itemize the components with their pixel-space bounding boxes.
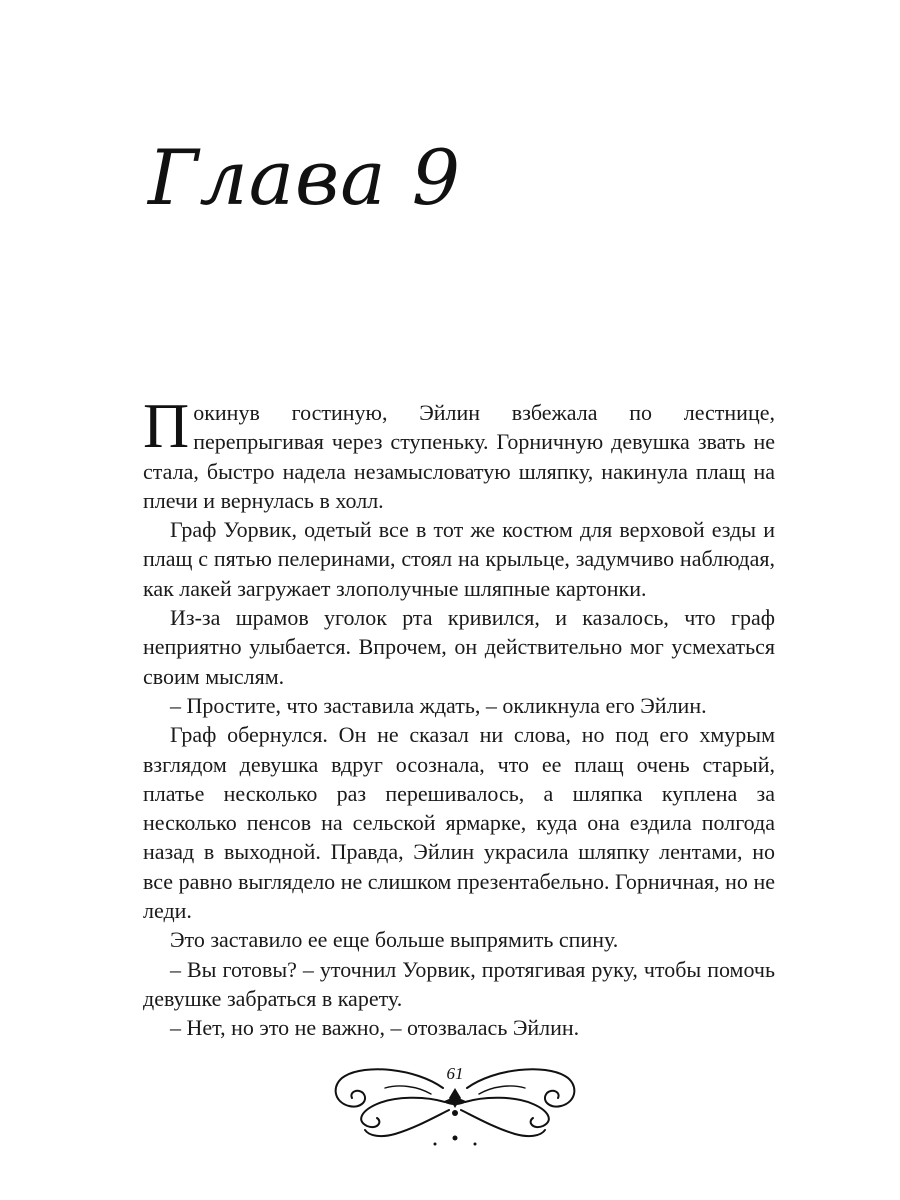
- paragraph-5: Граф обернулся. Он не сказал ни слова, но под его хмурым взглядом девушка вдруг осознала, что ее плащ очень старый, платье несколько раз перешивалось, а шляпка куплена за несколько пенсов на сельской ярмарке, куда она ездила полгода назад в выходной. Правда, Эйлин украсила шляпку лентами, но все равно выглядело не слишком презентабельно. Горничная, но не леди.: [143, 722, 775, 924]
- paragraph-8: – Нет, но это не важно, – отозвалась Эйлин.: [170, 1015, 580, 1041]
- paragraph-3: Из-за шрамов уголок рта кривился, и казалось, что граф неприятно улыбается. Впрочем, он действительно мог усмехаться своим мыслям.: [143, 605, 775, 689]
- page-number: 61: [446, 1064, 464, 1083]
- page-footer: [325, 1058, 585, 1150]
- paragraph-4: – Простите, что заставила ждать, – окликнула его Эйлин.: [170, 692, 707, 718]
- paragraph-1: [143, 390, 775, 515]
- drop-cap: П: [143, 390, 190, 461]
- paragraph-1-text: окинув гостиную, Эйлин взбежала по лестнице, перепрыгивая через ступеньку. Горничную девушка звать не стала, быстро надела незамысловатую шляпку, накинула плащ на плечи и вернулась в холл.: [143, 400, 775, 513]
- chapter-body: [143, 390, 775, 1043]
- paragraph-6: Это заставило ее еще больше выпрямить спину.: [170, 927, 619, 953]
- chapter-title: Глава 9: [148, 133, 462, 222]
- paragraph-7: – Вы готовы? – уточнил Уорвик, протягивая руку, чтобы помочь девушке забраться в карету.: [143, 956, 775, 1011]
- paragraph-2: Граф Уорвик, одетый все в тот же костюм для верховой езды и плащ с пятью пелеринами, стоял на крыльце, задумчиво наблюдая, как лакей загружает злополучные шляпные картонки.: [143, 517, 775, 601]
